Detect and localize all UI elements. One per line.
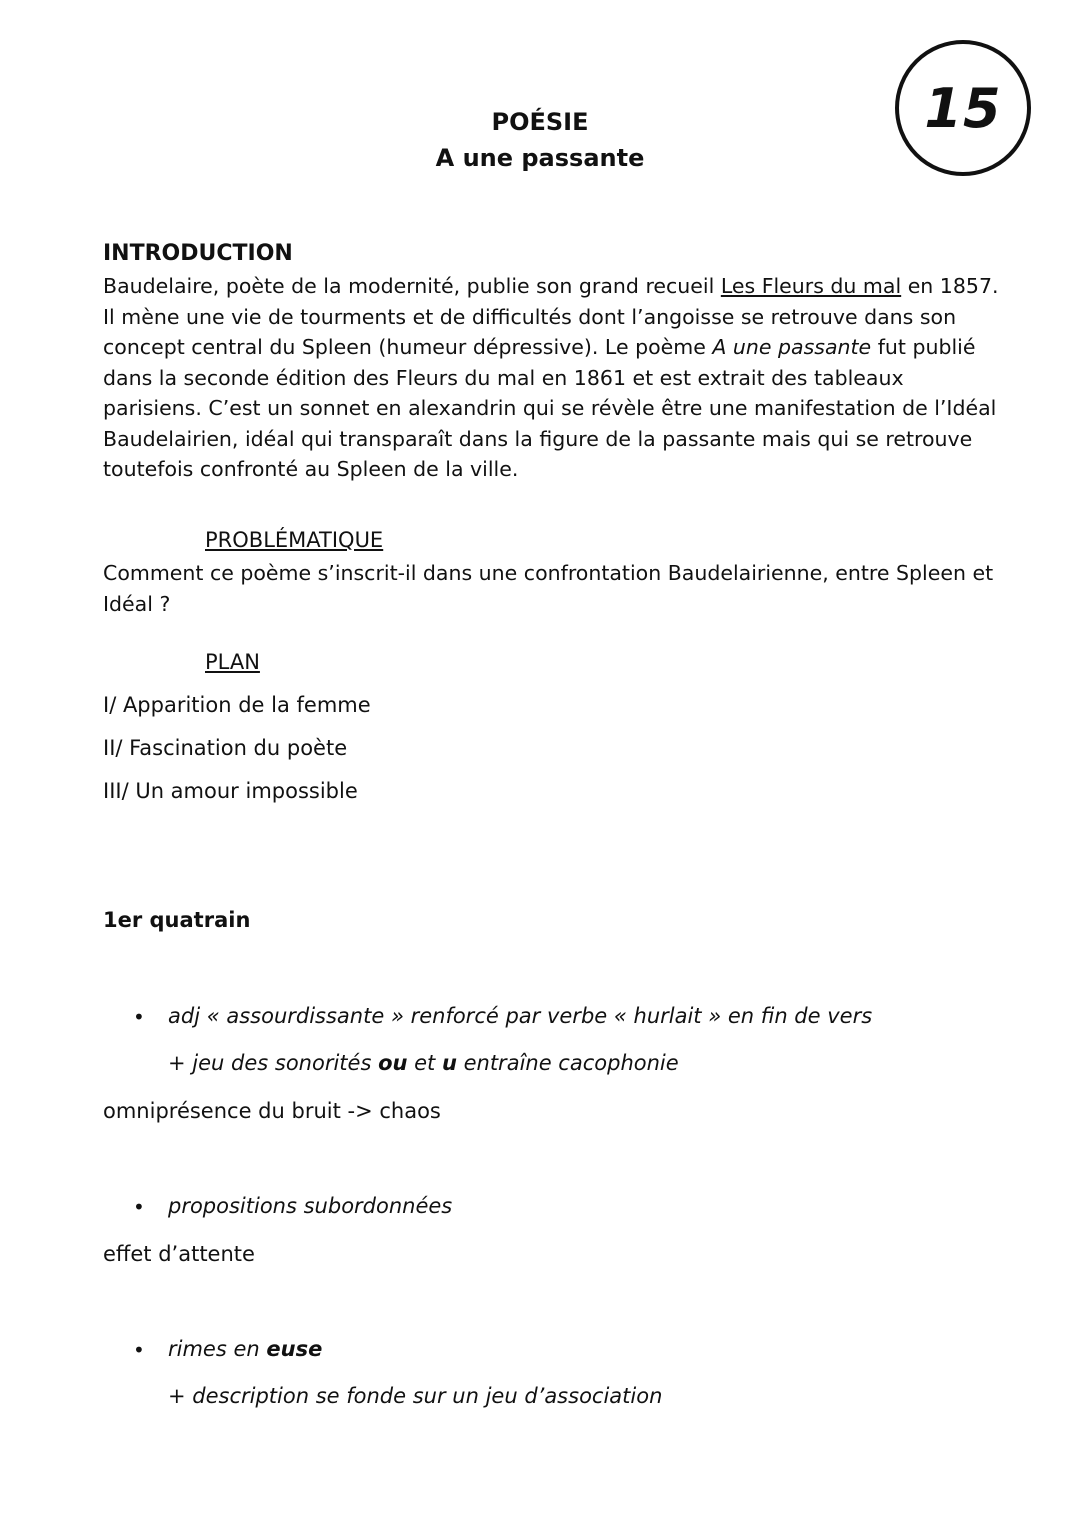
bullet-icon: •: [133, 1005, 145, 1029]
analysis-note-continuation: [168, 1051, 679, 1075]
intro-text: fut publié: [871, 335, 976, 359]
intro-line: [103, 332, 999, 363]
intro-line: dans la seconde édition des Fleurs du mal en 1861 et est extrait des tableaux: [103, 365, 904, 390]
note-emphasis: ou: [378, 1051, 408, 1075]
introduction-heading: INTRODUCTION: [103, 241, 293, 266]
analysis-conclusion: effet d’attente: [103, 1242, 255, 1266]
note-text: et: [407, 1051, 442, 1075]
note-emphasis: u: [441, 1051, 457, 1075]
quatrain-heading: 1er quatrain: [103, 908, 251, 932]
bullet-icon: •: [133, 1195, 145, 1219]
intro-text: Baudelaire, poète de la modernité, publie son grand recueil: [103, 274, 721, 298]
problematique-line: Comment ce poème s’inscrit-il dans une confrontation Baudelairienne, entre Spleen et: [103, 561, 994, 585]
analysis-note: adj « assourdissante » renforcé par verbe « hurlait » en fin de vers: [168, 1004, 873, 1028]
problematique-heading: PROBLÉMATIQUE: [205, 528, 384, 552]
bullet-icon: •: [133, 1338, 145, 1362]
poem-title: A une passante: [712, 335, 872, 359]
problematique-paragraph: [103, 558, 993, 619]
page-number: 15: [924, 76, 1002, 140]
analysis-note-continuation: + description se fonde sur un jeu d’association: [168, 1384, 663, 1408]
intro-text: en 1857.: [901, 274, 999, 298]
intro-line: Il mène une vie de tourments et de difficultés dont l’angoisse se retrouve dans son: [103, 304, 957, 329]
intro-line: parisiens. C’est un sonnet en alexandrin qui se révèle être une manifestation de l’Idéal: [103, 396, 997, 420]
note-emphasis: euse: [266, 1337, 323, 1361]
intro-text: concept central du Spleen (humeur dépressive). Le poème: [103, 335, 713, 359]
analysis-conclusion: omniprésence du bruit -> chaos: [103, 1099, 441, 1123]
problematique-line: Idéal ?: [103, 591, 171, 616]
note-text: entraîne cacophonie: [456, 1051, 679, 1075]
intro-line: toutefois confronté au Spleen de la ville.: [103, 457, 519, 481]
page-title: POÉSIE: [491, 108, 589, 136]
introduction-paragraph: [103, 271, 999, 485]
intro-line: [103, 271, 999, 302]
page-subtitle: A une passante: [435, 144, 645, 172]
plan-item: III/ Un amour impossible: [103, 779, 358, 803]
page-number-badge: [895, 40, 1031, 176]
note-text: + jeu des sonorités: [168, 1051, 379, 1075]
intro-line: Baudelairien, idéal qui transparaît dans la figure de la passante mais qui se retrouve: [103, 426, 973, 451]
plan-item: I/ Apparition de la femme: [103, 693, 371, 717]
plan-item: II/ Fascination du poète: [103, 736, 348, 760]
analysis-note: [168, 1337, 322, 1361]
plan-heading: PLAN: [205, 650, 260, 674]
note-text: rimes en: [168, 1337, 267, 1361]
book-title: Les Fleurs du mal: [720, 274, 902, 298]
analysis-note: propositions subordonnées: [168, 1194, 453, 1218]
